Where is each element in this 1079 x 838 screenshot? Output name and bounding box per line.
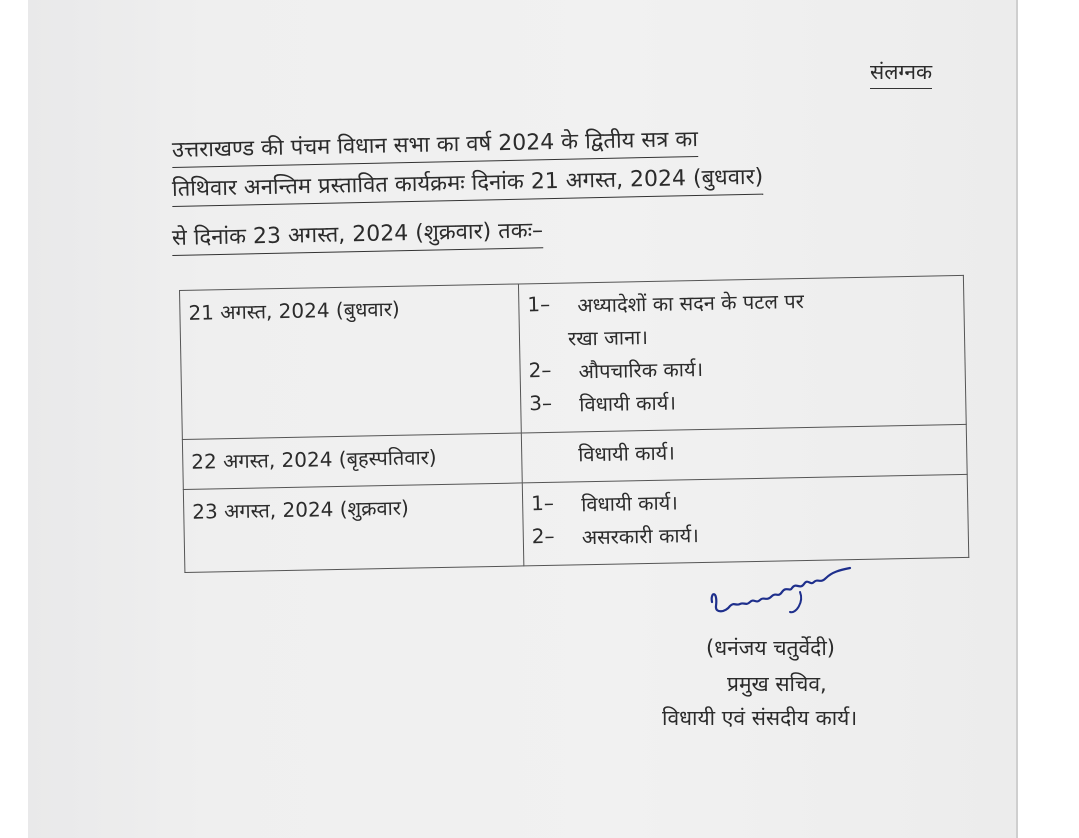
handwritten-signature xyxy=(700,562,860,622)
heading-line-3: से दिनांक 23 अगस्त, 2024 (शुक्रवार) तकः– xyxy=(172,214,544,256)
item-text: असरकारी कार्य। xyxy=(581,523,699,550)
annex-label: संलग्नक xyxy=(870,58,932,89)
item-number: 1– xyxy=(527,291,551,317)
heading-line-2: तिथिवार अनन्तिम प्रस्तावित कार्यक्रमः दिनांक 21 अगस्त, 2024 (बुधवार) xyxy=(172,161,764,207)
item-number: 2– xyxy=(531,523,555,549)
signatory-department: विधायी एवं संसदीय कार्य। xyxy=(662,706,858,730)
table-row xyxy=(180,275,967,439)
list-item xyxy=(528,350,956,385)
item-number: 2– xyxy=(528,357,552,383)
list-item xyxy=(529,383,957,418)
item-text: औपचारिक कार्य। xyxy=(578,356,704,384)
activity-cell xyxy=(518,275,966,433)
table-row xyxy=(183,474,968,572)
item-text: विधायी कार्य। xyxy=(577,440,676,467)
list-item xyxy=(531,483,959,518)
list-item xyxy=(530,433,958,468)
date-cell: 22 अगस्त, 2024 (बृहस्पतिवार) xyxy=(182,433,522,489)
heading-line-1: उत्तराखण्ड की पंचम विधान सभा का वर्ष 2024 के द्वितीय सत्र का xyxy=(172,123,699,168)
signatory-designation: प्रमुख सचिव, xyxy=(727,672,827,696)
item-number: 3– xyxy=(529,390,553,416)
item-text: रखा जाना। xyxy=(567,325,649,351)
date-cell: 21 अगस्त, 2024 (बुधवार) xyxy=(180,284,522,439)
activity-cell xyxy=(521,424,967,483)
item-number: 1– xyxy=(530,490,555,516)
list-item xyxy=(528,317,956,352)
date-cell: 23 अगस्त, 2024 (शुक्रवार) xyxy=(183,483,524,572)
page-margin xyxy=(1018,0,1079,838)
list-item xyxy=(532,516,960,551)
schedule-table xyxy=(179,275,969,573)
item-text: अध्यादेशों का सदन के पटल पर xyxy=(577,289,805,318)
item-text: विधायी कार्य। xyxy=(579,390,677,417)
list-item xyxy=(527,284,955,319)
signatory-name: (धनंजय चतुर्वेदी) xyxy=(706,636,835,660)
activity-cell xyxy=(522,474,969,566)
item-text: विधायी कार्य। xyxy=(580,490,679,517)
